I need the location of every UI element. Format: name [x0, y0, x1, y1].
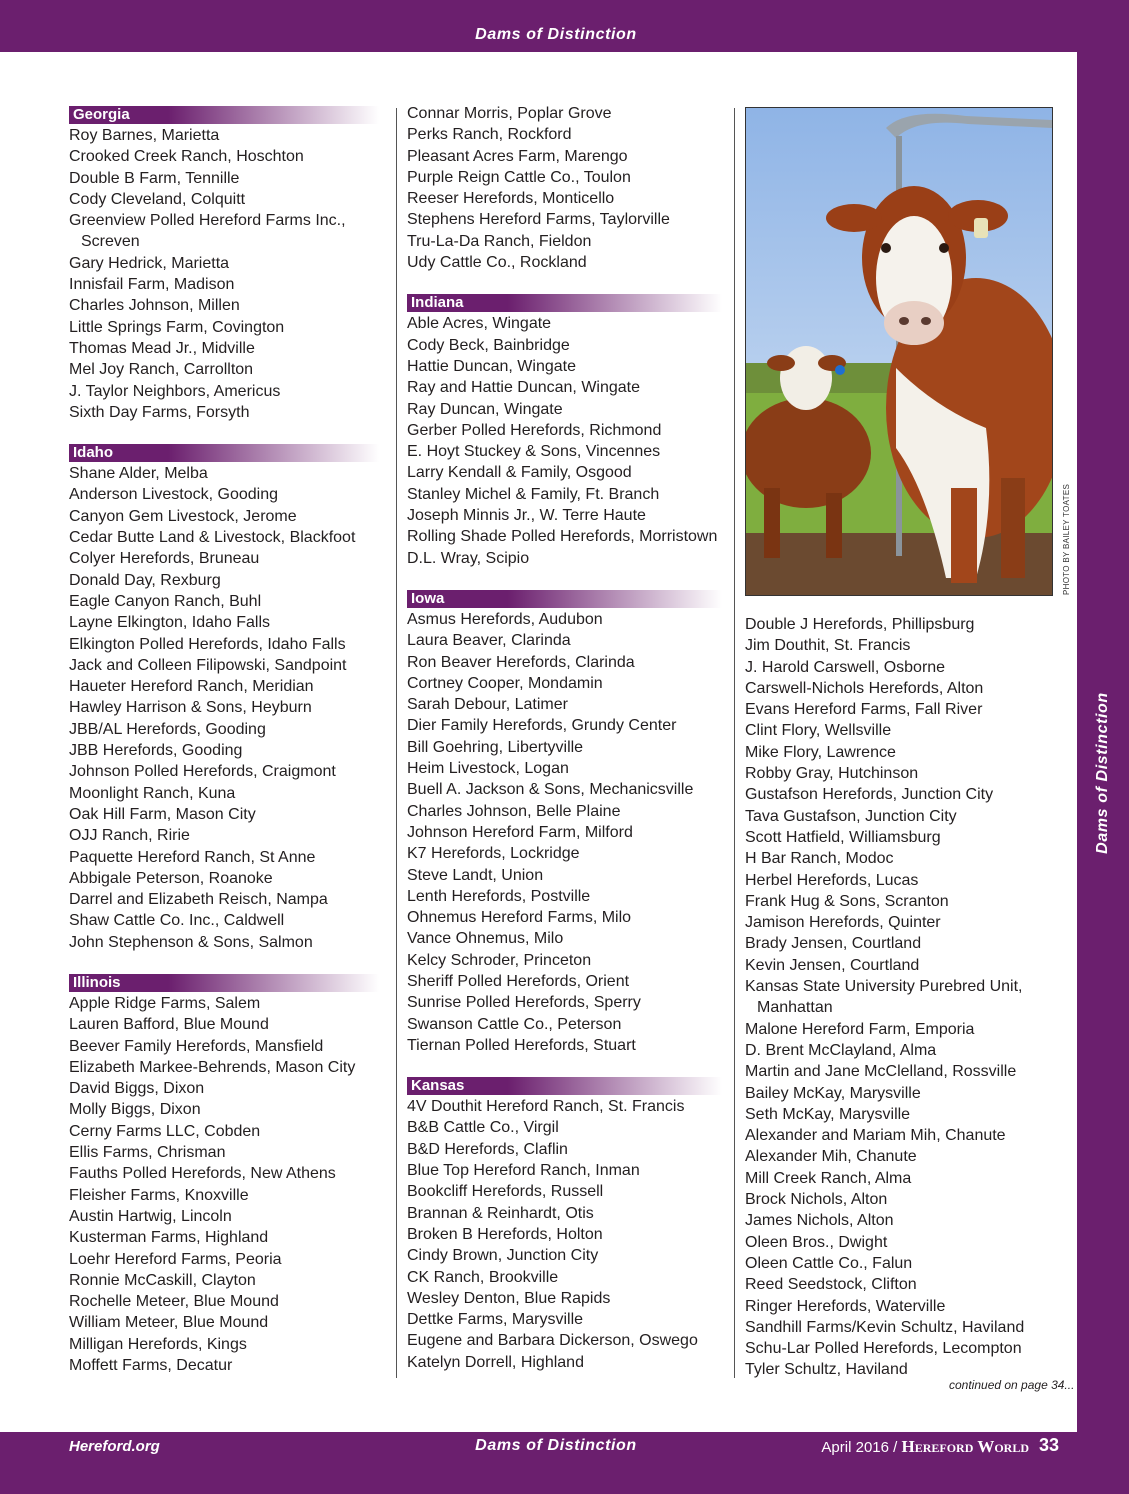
- listing-entry: Kansas State University Purebred Unit, Manhattan: [745, 978, 1023, 1017]
- listing-entry: CK Ranch, Brookville: [407, 1268, 559, 1286]
- listing-entry: B&D Herefords, Claflin: [407, 1140, 568, 1158]
- listing-entry: Seth McKay, Marysville: [745, 1105, 911, 1123]
- listing-entry: Steve Landt, Union: [407, 866, 544, 884]
- state-section: [69, 444, 379, 953]
- listing-entry: John Stephenson & Sons, Salmon: [69, 933, 313, 951]
- entry-list: [407, 313, 722, 569]
- top-banner: [0, 0, 1129, 52]
- listing-entry: Gustafson Herefords, Junction City: [745, 786, 994, 804]
- listing-entry: Elkington Polled Herefords, Idaho Falls: [69, 635, 346, 653]
- listing-entry: Ellis Farms, Chrisman: [69, 1144, 226, 1162]
- listing-entry: Ray Duncan, Wingate: [407, 400, 563, 418]
- column-divider: [396, 108, 397, 1378]
- listing-entry: Dettke Farms, Marysville: [407, 1311, 584, 1329]
- listing-entry: Bill Goehring, Libertyville: [407, 738, 584, 756]
- footer-site-link[interactable]: Hereford.org: [69, 1438, 160, 1455]
- listing-entry: Shaw Cattle Co. Inc., Caldwell: [69, 912, 285, 930]
- state-section: [407, 590, 722, 1056]
- listing-entry: Hattie Duncan, Wingate: [407, 357, 576, 375]
- state-heading: Kansas: [407, 1077, 722, 1095]
- listing-entry: Oleen Cattle Co., Falun: [745, 1254, 913, 1272]
- listing-entry: Canyon Gem Livestock, Jerome: [69, 507, 297, 525]
- state-heading: Indiana: [407, 294, 722, 312]
- column-1: [69, 103, 379, 1397]
- listing-entry: Brannan & Reinhardt, Otis: [407, 1204, 594, 1222]
- listing-entry: K7 Herefords, Lockridge: [407, 845, 580, 863]
- listing-entry: Larry Kendall & Family, Osgood: [407, 464, 632, 482]
- listing-entry: Jack and Colleen Filipowski, Sandpoint: [69, 656, 347, 674]
- listing-entry: Thomas Mead Jr., Midville: [69, 339, 255, 357]
- listing-entry: Reed Seedstock, Clifton: [745, 1276, 917, 1294]
- listing-entry: James Nichols, Alton: [745, 1212, 894, 1230]
- listing-entry: Sunrise Polled Herefords, Sperry: [407, 994, 641, 1012]
- listing-entry: Abbigale Peterson, Roanoke: [69, 869, 273, 887]
- column-3: [745, 614, 1065, 1381]
- listing-entry: Bookcliff Herefords, Russell: [407, 1183, 604, 1201]
- listing-entry: Rolling Shade Polled Herefords, Morristown: [407, 528, 718, 546]
- listing-entry: Katelyn Dorrell, Highland: [407, 1353, 584, 1371]
- state-section: [407, 1077, 722, 1373]
- listing-entry: Blue Top Hereford Ranch, Inman: [407, 1162, 640, 1180]
- listing-entry: Jim Douthit, St. Francis: [745, 637, 911, 655]
- listing-entry: Pleasant Acres Farm, Marengo: [407, 147, 628, 165]
- entry-list: [407, 609, 722, 1056]
- listing-entry: Stanley Michel & Family, Ft. Branch: [407, 485, 660, 503]
- listing-entry: E. Hoyt Stuckey & Sons, Vincennes: [407, 443, 661, 461]
- listing-entry: Crooked Creek Ranch, Hoschton: [69, 148, 304, 166]
- listing-entry: Reeser Herefords, Monticello: [407, 190, 615, 208]
- continued-note: continued on page 34...: [949, 1378, 1075, 1392]
- state-section-continued: [407, 103, 722, 273]
- listing-entry: Loehr Hereford Farms, Peoria: [69, 1250, 282, 1268]
- listing-entry: Evans Hereford Farms, Fall River: [745, 701, 983, 719]
- state-section: [69, 106, 379, 423]
- listing-entry: Milligan Herefords, Kings: [69, 1335, 247, 1353]
- issue-date: April 2016 /: [821, 1439, 898, 1456]
- listing-entry: Kelcy Schroder, Princeton: [407, 951, 592, 969]
- listing-entry: Connar Morris, Poplar Grove: [407, 105, 612, 122]
- cow-and-calf-illustration: [746, 108, 1052, 595]
- listing-entry: Charles Johnson, Millen: [69, 297, 240, 315]
- entry-list: [407, 103, 722, 273]
- listing-entry: David Biggs, Dixon: [69, 1080, 205, 1098]
- listing-entry: Laura Beaver, Clarinda: [407, 632, 571, 650]
- listing-entry: Eagle Canyon Ranch, Buhl: [69, 592, 262, 610]
- listing-entry: Eugene and Barbara Dickerson, Oswego: [407, 1332, 698, 1350]
- listing-entry: Jamison Herefords, Quinter: [745, 914, 941, 932]
- listing-entry: Ringer Herefords, Waterville: [745, 1297, 946, 1315]
- listing-entry: Molly Biggs, Dixon: [69, 1101, 201, 1119]
- listing-entry: Double J Herefords, Phillipsburg: [745, 616, 975, 633]
- entry-list: [745, 614, 1065, 1381]
- listing-entry: Tyler Schultz, Haviland: [745, 1361, 908, 1379]
- listing-entry: William Meteer, Blue Mound: [69, 1314, 269, 1332]
- listing-entry: Perks Ranch, Rockford: [407, 126, 572, 144]
- side-banner: [1077, 52, 1129, 1432]
- listing-entry: Donald Day, Rexburg: [69, 571, 221, 589]
- entry-list: [69, 463, 379, 953]
- state-heading: Illinois: [69, 974, 379, 992]
- listing-entry: Fauths Polled Herefords, New Athens: [69, 1165, 336, 1183]
- listing-entry: Ray and Hattie Duncan, Wingate: [407, 379, 641, 397]
- page-number: 33: [1039, 1435, 1060, 1455]
- state-section: [407, 294, 722, 569]
- listing-entry: Oak Hill Farm, Mason City: [69, 805, 256, 823]
- listing-entry: Joseph Minnis Jr., W. Terre Haute: [407, 507, 646, 525]
- listing-entry: Gary Hedrick, Marietta: [69, 254, 230, 272]
- listing-entry: Asmus Herefords, Audubon: [407, 610, 603, 628]
- listing-entry: B&B Cattle Co., Virgil: [407, 1119, 559, 1137]
- listing-entry: Bailey McKay, Marysville: [745, 1084, 921, 1102]
- listing-entry: Paquette Hereford Ranch, St Anne: [69, 848, 316, 866]
- listing-entry: Ohnemus Hereford Farms, Milo: [407, 909, 632, 927]
- listing-entry: Purple Reign Cattle Co., Toulon: [407, 168, 631, 186]
- footer-banner: [0, 1432, 1129, 1494]
- listing-entry: Darrel and Elizabeth Reisch, Nampa: [69, 891, 328, 909]
- listing-entry: J. Harold Carswell, Osborne: [745, 658, 946, 676]
- listing-entry: Tiernan Polled Herefords, Stuart: [407, 1036, 636, 1054]
- listing-entry: Cedar Butte Land & Livestock, Blackfoot: [69, 529, 356, 547]
- listing-entry: Sheriff Polled Herefords, Orient: [407, 972, 630, 990]
- listing-entry: Sandhill Farms/Kevin Schultz, Haviland: [745, 1318, 1025, 1336]
- side-title: Dams of Distinction: [1094, 692, 1111, 854]
- listing-entry: Ron Beaver Herefords, Clarinda: [407, 653, 635, 671]
- listing-entry: Little Springs Farm, Covington: [69, 318, 285, 336]
- listing-entry: Double B Farm, Tennille: [69, 169, 240, 187]
- listing-entry: JBB/AL Herefords, Gooding: [69, 720, 266, 738]
- listing-entry: Moonlight Ranch, Kuna: [69, 784, 236, 802]
- listing-entry: J. Taylor Neighbors, Americus: [69, 382, 281, 400]
- listing-entry: Buell A. Jackson & Sons, Mechanicsville: [407, 781, 694, 799]
- cattle-photo: [745, 107, 1053, 596]
- listing-entry: Malone Hereford Farm, Emporia: [745, 1020, 975, 1038]
- listing-entry: Heim Livestock, Logan: [407, 760, 569, 778]
- entry-list: [69, 125, 379, 423]
- listing-entry: Wesley Denton, Blue Rapids: [407, 1289, 611, 1307]
- state-heading: Iowa: [407, 590, 722, 608]
- magazine-name: Hereford World: [901, 1437, 1029, 1456]
- listing-entry: Shane Alder, Melba: [69, 465, 208, 483]
- listing-entry: Kusterman Farms, Highland: [69, 1229, 269, 1247]
- listing-entry: Ronnie McCaskill, Clayton: [69, 1271, 256, 1289]
- listing-entry: Hawley Harrison & Sons, Heyburn: [69, 699, 312, 717]
- listing-entry: Cindy Brown, Junction City: [407, 1247, 599, 1265]
- listing-entry: Roy Barnes, Marietta: [69, 127, 220, 144]
- listing-entry: Clint Flory, Wellsville: [745, 722, 892, 740]
- listing-entry: Stephens Hereford Farms, Taylorville: [407, 211, 670, 229]
- footer-title: Dams of Distinction: [475, 1437, 637, 1454]
- listing-entry: Moffett Farms, Decatur: [69, 1357, 233, 1375]
- listing-entry: Brady Jensen, Courtland: [745, 935, 922, 953]
- photo-credit: PHOTO BY BAILEY TOATES: [1062, 483, 1071, 595]
- listing-entry: Carswell-Nichols Herefords, Alton: [745, 679, 984, 697]
- listing-entry: Scott Hatfield, Williamsburg: [745, 828, 941, 846]
- listing-entry: JBB Herefords, Gooding: [69, 742, 243, 760]
- listing-entry: Greenview Polled Hereford Farms Inc., Screven: [69, 212, 346, 251]
- listing-entry: D. Brent McClayland, Alma: [745, 1041, 937, 1059]
- listing-entry: Alexander and Mariam Mih, Chanute: [745, 1127, 1006, 1145]
- listing-entry: Layne Elkington, Idaho Falls: [69, 614, 271, 632]
- listing-entry: Gerber Polled Herefords, Richmond: [407, 421, 662, 439]
- listing-entry: Broken B Herefords, Holton: [407, 1225, 603, 1243]
- listing-entry: Dier Family Herefords, Grundy Center: [407, 717, 677, 735]
- listing-entry: Mike Flory, Lawrence: [745, 743, 896, 761]
- listing-entry: Elizabeth Markee-Behrends, Mason City: [69, 1058, 356, 1076]
- column-2: [407, 103, 722, 1394]
- listing-entry: Tru-La-Da Ranch, Fieldon: [407, 232, 592, 250]
- listing-entry: OJJ Ranch, Ririe: [69, 827, 190, 845]
- listing-entry: Austin Hartwig, Lincoln: [69, 1207, 232, 1225]
- listing-entry: Martin and Jane McClelland, Rossville: [745, 1063, 1017, 1081]
- listing-entry: Beever Family Herefords, Mansfield: [69, 1037, 324, 1055]
- state-heading: Idaho: [69, 444, 379, 462]
- state-section: [69, 974, 379, 1376]
- listing-entry: Lauren Bafford, Blue Mound: [69, 1016, 269, 1034]
- state-heading: Georgia: [69, 106, 379, 124]
- listing-entry: Haueter Hereford Ranch, Meridian: [69, 678, 314, 696]
- entry-list: [69, 993, 379, 1376]
- listing-entry: Innisfail Farm, Madison: [69, 276, 235, 294]
- listing-entry: Rochelle Meteer, Blue Mound: [69, 1293, 279, 1311]
- header-title: Dams of Distinction: [475, 26, 637, 43]
- column-divider: [734, 108, 735, 1378]
- listing-entry: Lenth Herefords, Postville: [407, 887, 591, 905]
- listing-entry: Cortney Cooper, Mondamin: [407, 674, 603, 692]
- listing-entry: Johnson Hereford Farm, Milford: [407, 823, 633, 841]
- listing-entry: Colyer Herefords, Bruneau: [69, 550, 260, 568]
- entry-list: [407, 1096, 722, 1373]
- listing-entry: Cody Beck, Bainbridge: [407, 336, 570, 354]
- listing-entry: Cerny Farms LLC, Cobden: [69, 1122, 261, 1140]
- listing-entry: Apple Ridge Farms, Salem: [69, 994, 261, 1012]
- listing-entry: Fleisher Farms, Knoxville: [69, 1186, 249, 1204]
- listing-entry: Udy Cattle Co., Rockland: [407, 254, 587, 272]
- footer-issue: [821, 1437, 1029, 1457]
- listing-entry: Frank Hug & Sons, Scranton: [745, 892, 949, 910]
- listing-entry: H Bar Ranch, Modoc: [745, 850, 894, 868]
- listing-entry: Swanson Cattle Co., Peterson: [407, 1015, 622, 1033]
- listing-entry: Johnson Polled Herefords, Craigmont: [69, 763, 336, 781]
- listing-entry: 4V Douthit Hereford Ranch, St. Francis: [407, 1098, 685, 1116]
- listing-entry: Sarah Debour, Latimer: [407, 696, 568, 714]
- listing-entry: Mill Creek Ranch, Alma: [745, 1169, 912, 1187]
- listing-entry: Cody Cleveland, Colquitt: [69, 190, 246, 208]
- listing-entry: Anderson Livestock, Gooding: [69, 486, 279, 504]
- listing-entry: Mel Joy Ranch, Carrollton: [69, 361, 254, 379]
- listing-entry: Herbel Herefords, Lucas: [745, 871, 919, 889]
- listing-entry: Brock Nichols, Alton: [745, 1191, 888, 1209]
- listing-entry: Charles Johnson, Belle Plaine: [407, 802, 621, 820]
- listing-entry: Vance Ohnemus, Milo: [407, 930, 564, 948]
- listing-entry: Oleen Bros., Dwight: [745, 1233, 888, 1251]
- listing-entry: Able Acres, Wingate: [407, 315, 552, 333]
- listing-entry: Tava Gustafson, Junction City: [745, 807, 957, 825]
- listing-entry: Robby Gray, Hutchinson: [745, 765, 919, 783]
- listing-entry: Alexander Mih, Chanute: [745, 1148, 917, 1166]
- listing-entry: Sixth Day Farms, Forsyth: [69, 403, 250, 421]
- listing-entry: Schu-Lar Polled Herefords, Lecompton: [745, 1340, 1022, 1358]
- listing-entry: Kevin Jensen, Courtland: [745, 956, 920, 974]
- listing-entry: D.L. Wray, Scipio: [407, 549, 530, 567]
